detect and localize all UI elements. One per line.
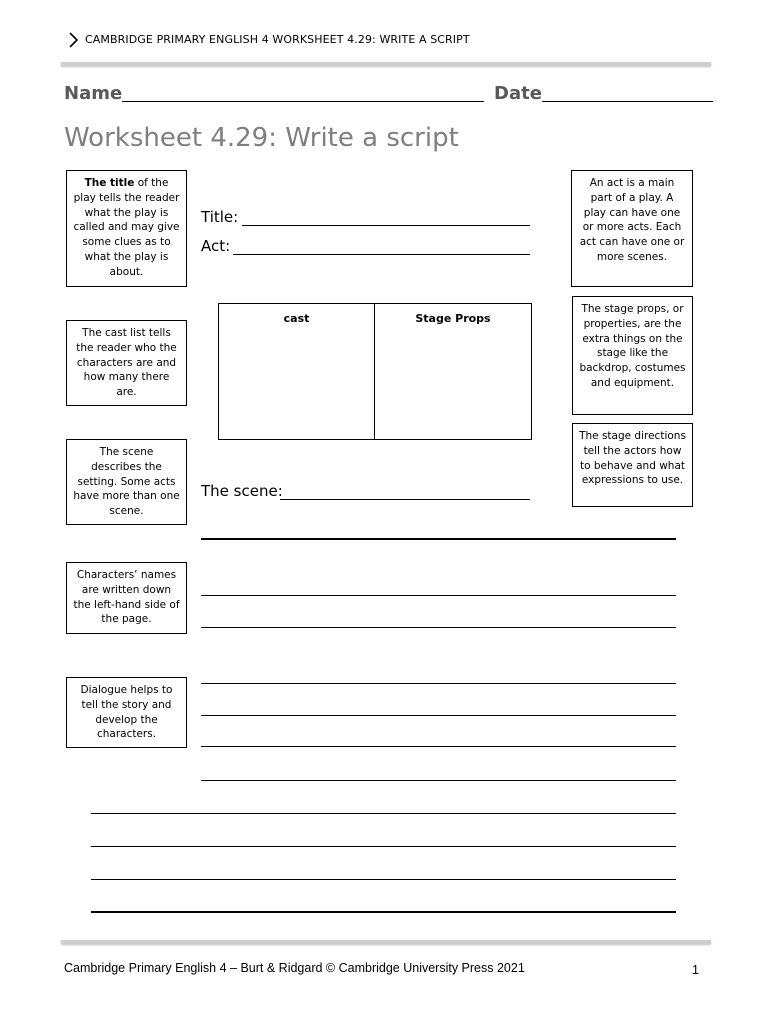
writing-line[interactable] <box>91 911 676 913</box>
note-characters-names-text: Characters’ names are written down the left-hand side of the page. <box>73 569 180 626</box>
writing-line[interactable] <box>201 780 676 781</box>
writing-line[interactable] <box>201 595 676 596</box>
name-label: Name <box>64 83 123 104</box>
name-field[interactable] <box>122 101 484 102</box>
note-title-text: of the play tells the reader what the play is called and may give some clues as to what the play is about. <box>73 177 180 278</box>
writing-line[interactable] <box>201 627 676 628</box>
note-dialogue-text: Dialogue helps to tell the story and develop the characters. <box>80 684 173 741</box>
title-field[interactable] <box>242 225 530 226</box>
note-stage-directions <box>572 423 693 507</box>
note-stage-props-text: The stage props, or properties, are the extra things on the stage like the backdrop, costumes and equipment. <box>579 303 686 389</box>
scene-label: The scene: <box>201 482 283 500</box>
writing-line[interactable] <box>201 715 676 716</box>
note-dialogue <box>66 677 187 748</box>
writing-line[interactable] <box>91 879 676 880</box>
note-characters-names <box>66 562 187 634</box>
chevron-right-icon <box>67 32 79 48</box>
note-scene-text: The scene describes the setting. Some acts have more than one scene. <box>73 446 180 518</box>
footer-copyright: Cambridge Primary English 4 – Burt & Ridgard © Cambridge University Press 2021 <box>64 961 525 975</box>
writing-line[interactable] <box>91 813 676 814</box>
note-stage-directions-text: The stage directions tell the actors how to behave and what expressions to use. <box>579 430 686 487</box>
page-number: 1 <box>692 963 699 977</box>
date-label: Date <box>494 83 542 104</box>
page-title: Worksheet 4.29: Write a script <box>64 123 459 153</box>
header-divider <box>61 62 711 66</box>
note-stage-props <box>572 296 693 415</box>
act-field[interactable] <box>233 254 530 255</box>
note-act-text: An act is a main part of a play. A play can have one or more acts. Each act can have one or more scenes. <box>579 177 685 263</box>
scene-field[interactable] <box>280 499 530 500</box>
writing-line[interactable] <box>201 746 676 747</box>
cast-header: cast <box>283 312 310 325</box>
writing-line[interactable] <box>201 683 676 684</box>
stage-props-header: Stage Props <box>415 312 491 325</box>
act-label: Act: <box>201 237 231 255</box>
stage-props-cell[interactable] <box>376 330 530 438</box>
date-field[interactable] <box>542 101 713 102</box>
running-header: CAMBRIDGE PRIMARY ENGLISH 4 WORKSHEET 4.29: WRITE A SCRIPT <box>85 33 470 46</box>
writing-line[interactable] <box>201 538 676 540</box>
note-cast-list <box>66 320 187 406</box>
writing-line[interactable] <box>91 846 676 847</box>
note-cast-list-text: The cast list tells the reader who the characters are and how many there are. <box>76 327 177 399</box>
cast-cell[interactable] <box>220 330 373 438</box>
note-scene <box>66 439 187 525</box>
note-title-bold: The title <box>84 177 135 189</box>
footer-divider <box>61 940 711 944</box>
title-label: Title: <box>201 208 239 226</box>
note-act <box>571 170 693 287</box>
note-title <box>66 170 187 287</box>
